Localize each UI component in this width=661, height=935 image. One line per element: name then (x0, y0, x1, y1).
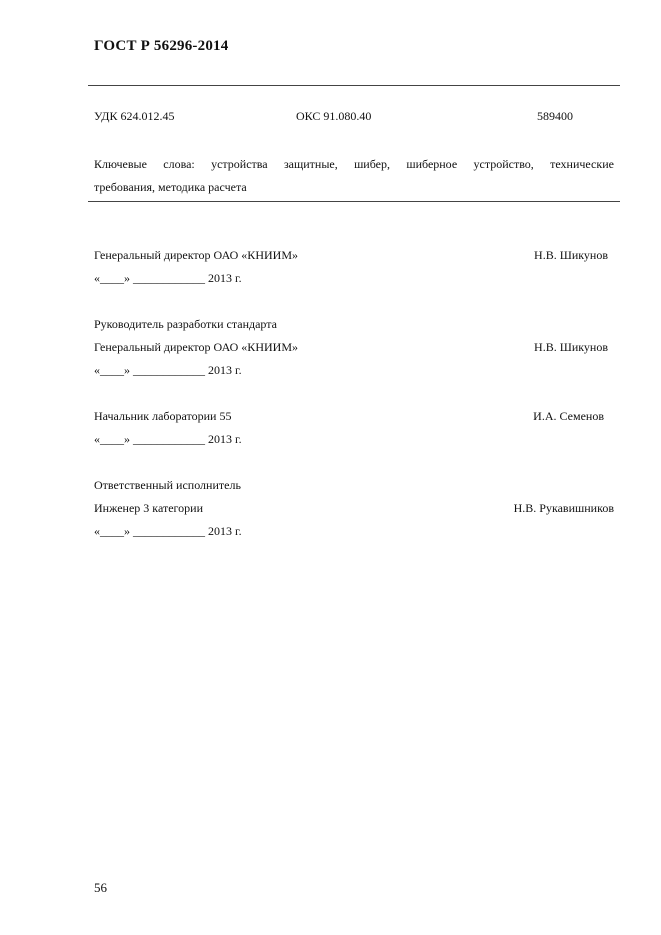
signatory-role: Руководитель разработки стандарта (94, 317, 277, 331)
signatory-name: Н.В. Шикунов (534, 340, 608, 354)
signature-line (94, 340, 614, 356)
okp-code: 589400 (537, 109, 573, 123)
keyword-word: устройство, (473, 157, 534, 171)
signatory-role: Ответственный исполнитель (94, 478, 241, 492)
keyword-word: Ключевые (94, 157, 147, 171)
keyword-word: устройства (211, 157, 268, 171)
keyword-word: слова: (163, 157, 195, 171)
keyword-word: шибер, (354, 157, 390, 171)
signatory-position: Начальник лаборатории 55 (94, 409, 232, 423)
top-divider (88, 85, 620, 86)
page-number: 56 (94, 880, 107, 895)
signatory-name: Н.В. Шикунов (534, 248, 608, 262)
signature-line (94, 248, 614, 264)
signature-date: «____» ____________ 2013 г. (94, 432, 242, 446)
standard-designation: ГОСТ Р 56296-2014 (94, 38, 229, 54)
signature-date: «____» ____________ 2013 г. (94, 363, 242, 377)
signature-line (94, 501, 614, 517)
signatory-position: Генеральный директор ОАО «КНИИМ» (94, 248, 298, 262)
signature-line (94, 409, 614, 425)
signatory-position: Инженер 3 категории (94, 501, 203, 515)
signatory-name: И.А. Семенов (533, 409, 604, 423)
classification-codes (94, 109, 614, 125)
signature-date: «____» ____________ 2013 г. (94, 524, 242, 538)
bottom-divider (88, 201, 620, 202)
signature-date: «____» ____________ 2013 г. (94, 271, 242, 285)
signatory-name: Н.В. Рукавишников (513, 501, 614, 515)
keyword-word: технические (550, 157, 614, 171)
keywords-line-2: требования, методика расчета (94, 180, 247, 194)
keyword-word: шиберное (406, 157, 458, 171)
oks-code: ОКС 91.080.40 (296, 109, 372, 123)
keyword-word: защитные, (283, 157, 338, 171)
keywords-line-1 (94, 153, 614, 176)
signatory-position: Генеральный директор ОАО «КНИИМ» (94, 340, 298, 354)
udk-code: УДК 624.012.45 (94, 109, 175, 123)
keywords-paragraph (94, 153, 614, 199)
